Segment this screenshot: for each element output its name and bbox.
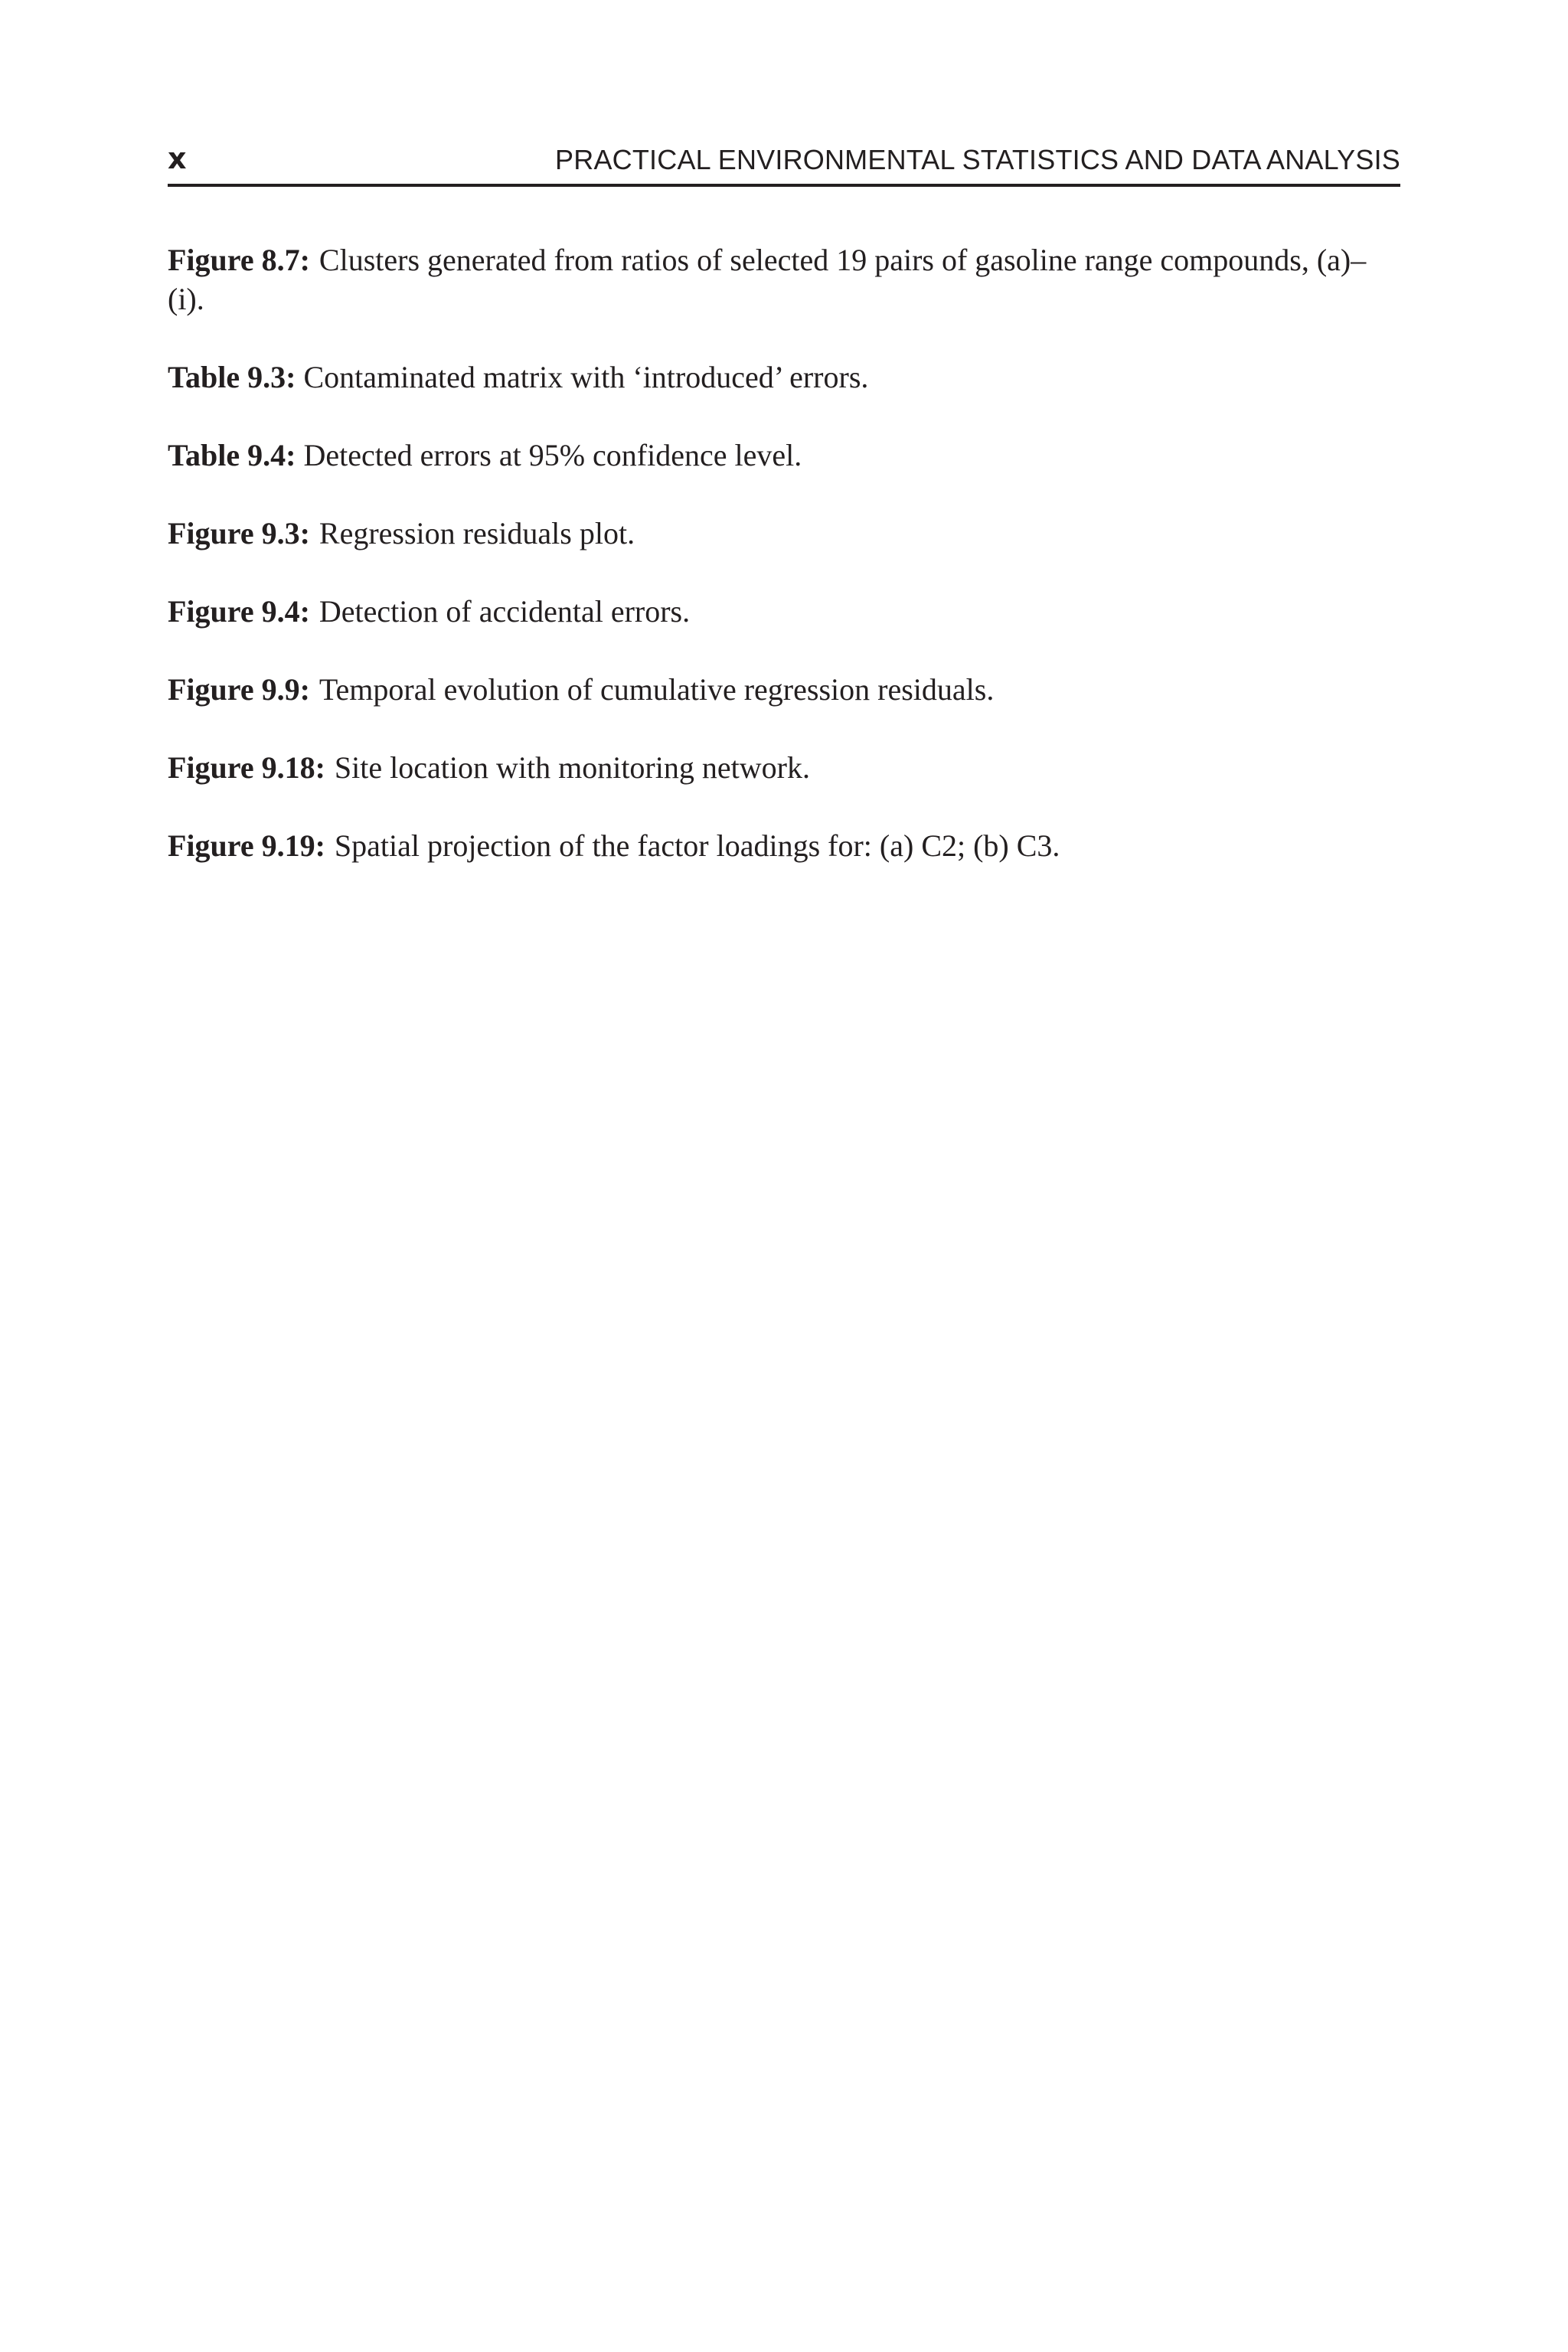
- list-item: [168, 436, 1402, 475]
- list-of-figures-and-tables: [168, 240, 1402, 904]
- entry-label: Figure 9.18:: [168, 750, 325, 785]
- list-item: [168, 748, 1402, 787]
- entry-caption: Detection of accidental errors.: [318, 594, 691, 629]
- entry-caption: Detected errors at 95% confidence level.: [303, 438, 802, 472]
- entry-label: Table 9.4:: [168, 438, 296, 472]
- list-item: [168, 592, 1402, 631]
- list-item: [168, 240, 1402, 318]
- entry-label: Figure 9.4:: [168, 594, 310, 629]
- entry-label: Figure 8.7:: [168, 243, 310, 277]
- list-item: [168, 358, 1402, 397]
- running-head: [168, 139, 1400, 182]
- entry-caption: Clusters generated from ratios of selected 19 pairs of gasoline range compounds, (a)–(i).: [168, 243, 1367, 316]
- entry-label: Figure 9.9:: [168, 672, 310, 707]
- entry-label: Figure 9.19:: [168, 828, 325, 863]
- entry-label: Table 9.3:: [168, 360, 296, 394]
- entry-caption: Spatial projection of the factor loadings for: (a) C2; (b) C3.: [334, 828, 1060, 863]
- list-item: [168, 826, 1402, 865]
- entry-caption: Regression residuals plot.: [318, 516, 635, 550]
- list-item: [168, 670, 1402, 709]
- entry-caption: Site location with monitoring network.: [334, 750, 810, 785]
- entry-label: Figure 9.3:: [168, 516, 310, 550]
- entry-caption: Contaminated matrix with ‘introduced’ errors.: [303, 360, 869, 394]
- page-number: x: [168, 142, 187, 175]
- header-rule: [168, 184, 1400, 187]
- list-item: [168, 514, 1402, 553]
- entry-caption: Temporal evolution of cumulative regression residuals.: [318, 672, 995, 707]
- book-title: PRACTICAL ENVIRONMENTAL STATISTICS AND DATA ANALYSIS: [555, 144, 1400, 175]
